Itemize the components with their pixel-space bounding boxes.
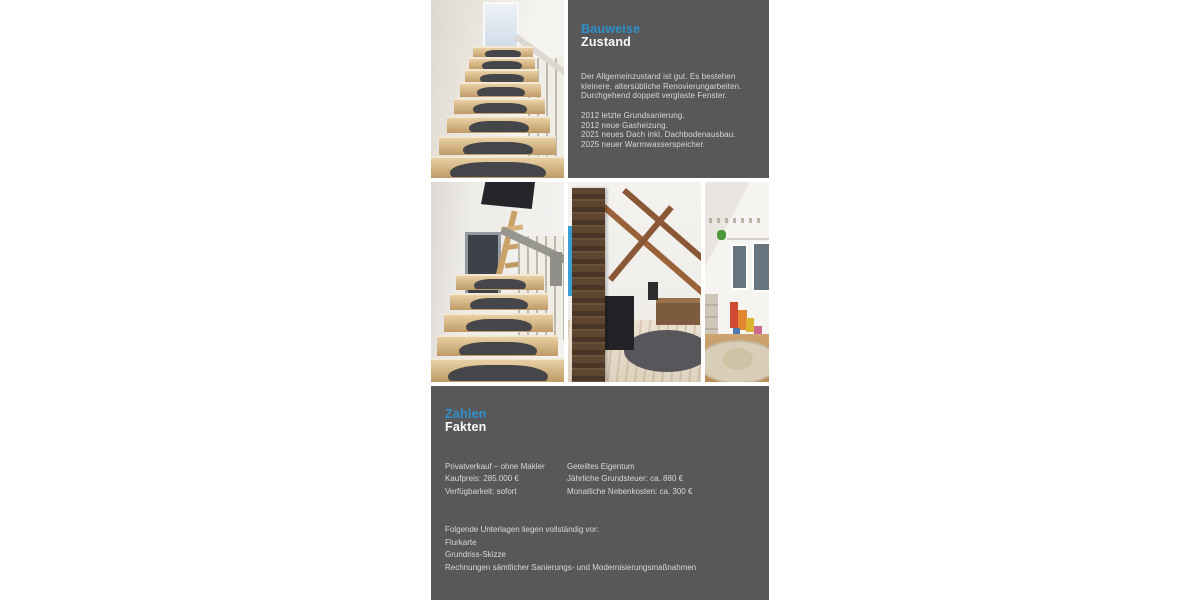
- facts-column-left: [445, 461, 545, 498]
- photo-staircase-landing: [431, 182, 564, 382]
- rug-motif: [723, 348, 753, 370]
- rug: [624, 330, 701, 372]
- fact-line: Verfügbarkeit: sofort: [445, 486, 517, 496]
- photo-attic-room: [568, 182, 701, 382]
- section-title-accent: Zahlen: [445, 407, 487, 421]
- fact-line: Kaufpreis: 285.000 €: [445, 474, 519, 484]
- door: [465, 232, 501, 302]
- garland-banner: [709, 218, 765, 223]
- window: [752, 242, 769, 292]
- stair-step: [456, 274, 544, 290]
- document-item: Flurkarte: [445, 537, 477, 547]
- facts-column-right: [567, 461, 692, 498]
- timeline-item: 2012 neue Gasheizung.: [581, 120, 669, 130]
- document-item: Grundriss-Skizze: [445, 550, 506, 560]
- stair-step: [437, 335, 558, 356]
- newel-post: [550, 252, 562, 286]
- document-item: Rechnungen sämtlicher Sanierungs- und Modernisierungsmaßnahmen: [445, 562, 697, 572]
- curtain-rod: [727, 238, 769, 240]
- wooden-chest: [656, 298, 700, 325]
- fact-line: Monatliche Nebenkosten: ca. 300 €: [567, 486, 693, 496]
- stair-step: [447, 116, 550, 133]
- toy-block: [746, 318, 754, 332]
- zahlen-fakten-panel: [431, 386, 769, 600]
- toy-block: [730, 302, 738, 328]
- stair-step: [460, 82, 541, 97]
- stair-step: [444, 313, 553, 332]
- fact-line: Privatverkauf – ohne Makler: [445, 462, 545, 471]
- timeline-item: 2025 neuer Warmwasserspeicher.: [581, 139, 706, 149]
- decor-object: [648, 282, 658, 300]
- content-column: [431, 0, 769, 600]
- section-title: [445, 408, 487, 434]
- stair-step: [431, 358, 564, 382]
- documents-intro: Folgende Unterlagen liegen vollständig vor:: [445, 525, 599, 534]
- section-title-main: Fakten: [445, 420, 487, 434]
- stair-step: [465, 69, 538, 83]
- section-title-accent: Bauweise: [581, 22, 641, 36]
- documents-list: [445, 524, 696, 574]
- timeline-item: 2012 letzte Grundsanierung.: [581, 111, 685, 120]
- section-title: [581, 23, 640, 49]
- stair-step: [439, 136, 556, 155]
- condition-paragraph: Der Allgemeinzustand ist gut. Es bestehen kleinere, altersübliche Renovierungarbeiten. Durchgehend doppelt verglaste Fenster.: [581, 72, 742, 101]
- window: [731, 244, 748, 290]
- bauweise-zustand-panel: [568, 0, 769, 178]
- sliding-barn-door: [572, 188, 605, 382]
- stair-step: [431, 156, 564, 178]
- stair-step: [450, 293, 548, 310]
- fact-line: Jährliche Grundsteuer: ca. 880 €: [567, 474, 684, 484]
- fact-line: Geteiltes Eigentum: [567, 462, 635, 471]
- photo-kids-room: [705, 182, 769, 382]
- timeline-item: 2021 neues Dach inkl. Dachbodenausbau.: [581, 130, 736, 140]
- renovation-timeline: [581, 111, 736, 149]
- hanging-toy: [717, 230, 726, 240]
- stair-step: [454, 98, 545, 114]
- skylight-window: [483, 2, 519, 52]
- section-title-main: Zustand: [581, 35, 632, 49]
- photo-staircase-up: [431, 0, 564, 178]
